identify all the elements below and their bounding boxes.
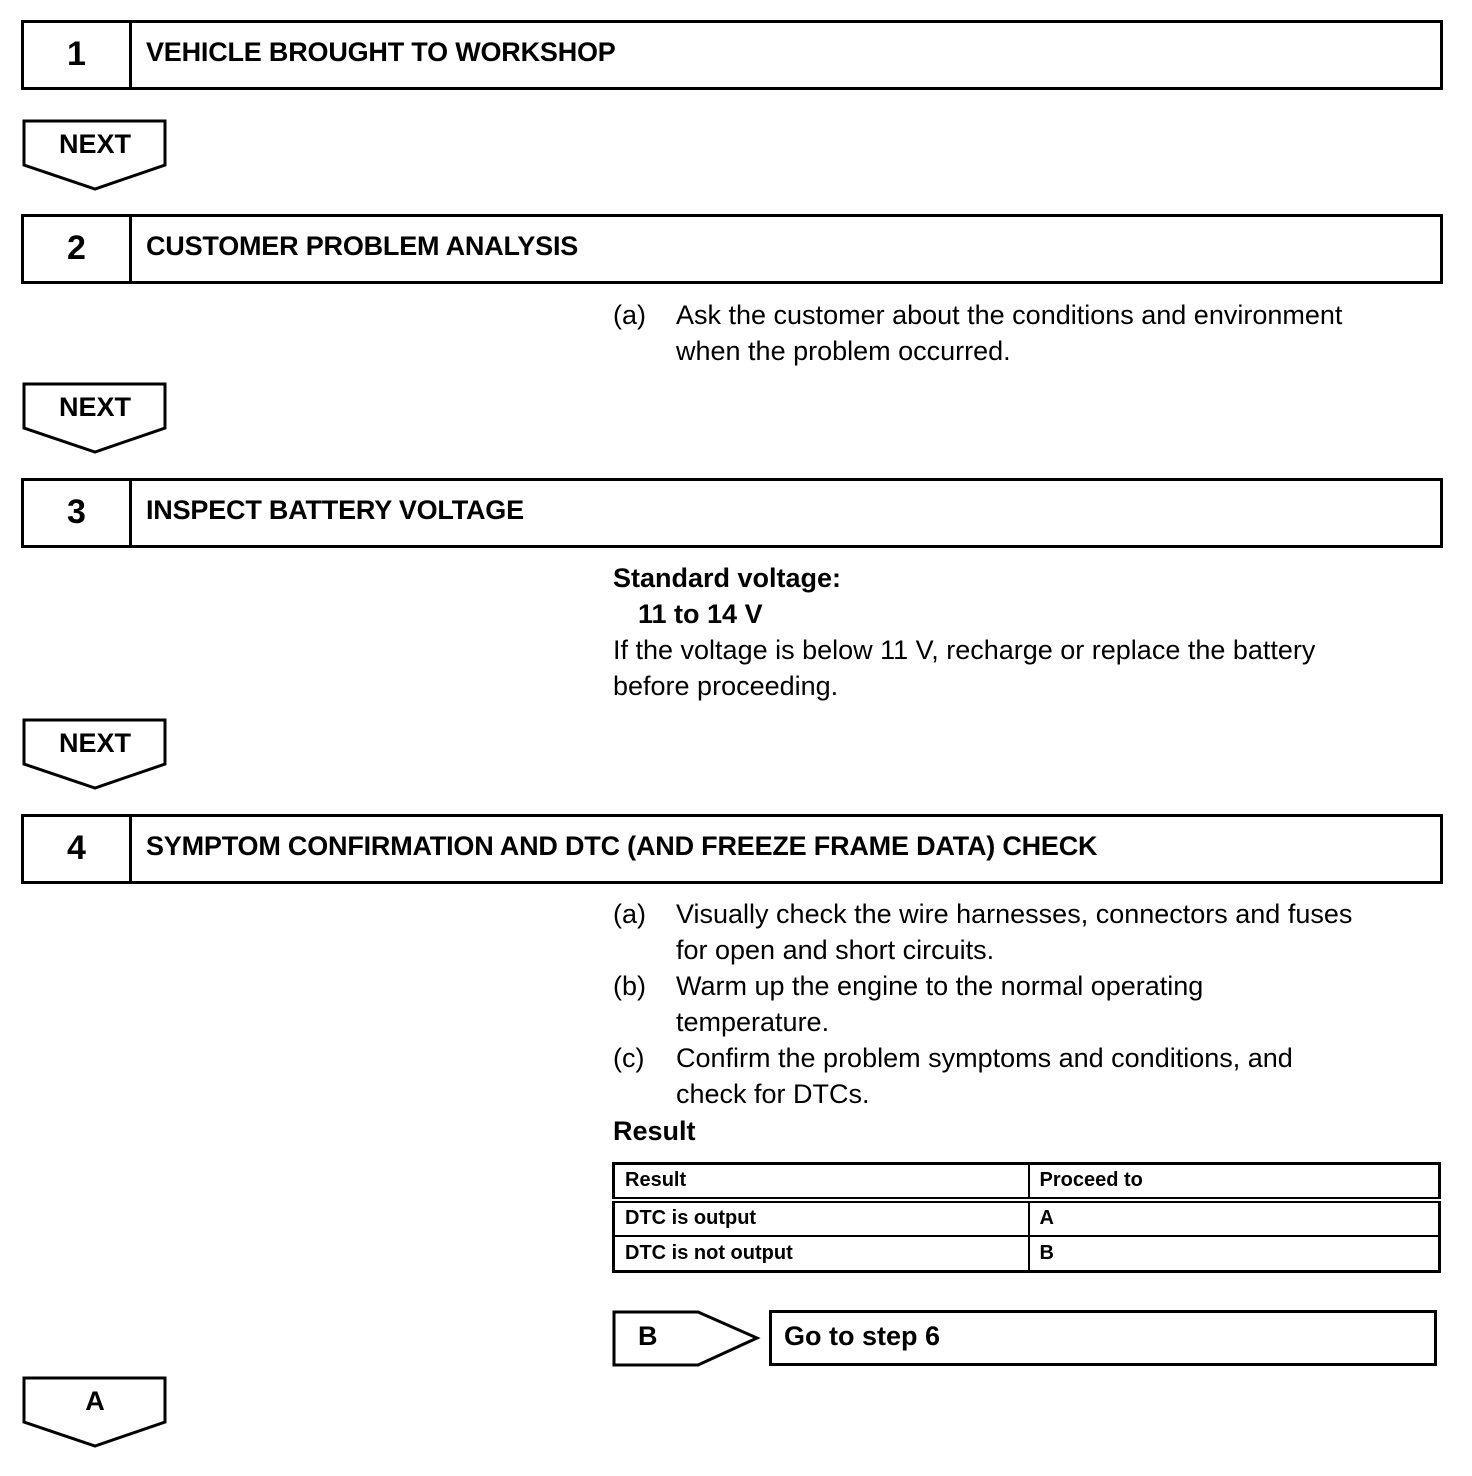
- result-heading: Result: [613, 1116, 696, 1146]
- item-line: Visually check the wire harnesses, connectors and fuses: [676, 899, 1353, 929]
- a-label: A: [85, 1386, 105, 1416]
- table-header-cell: Proceed to: [1029, 1164, 1440, 1200]
- spec-label: Standard voltage:: [613, 563, 842, 593]
- item-marker: (a): [613, 899, 646, 929]
- a-arrow: [22, 1376, 168, 1448]
- item-line: when the problem occurred.: [676, 336, 1011, 366]
- table-row: [614, 1200, 1440, 1236]
- step-number: 2: [24, 217, 132, 281]
- step-2-header: [21, 214, 1443, 284]
- step-title: SYMPTOM CONFIRMATION AND DTC (AND FREEZE FRAME DATA) CHECK: [146, 830, 1098, 861]
- table-header-cell: Result: [614, 1164, 1029, 1200]
- next-arrow-3: [22, 718, 168, 790]
- table-cell: B: [1029, 1236, 1440, 1272]
- item-line: check for DTCs.: [676, 1079, 870, 1109]
- item-line: Ask the customer about the conditions and environment: [676, 300, 1343, 330]
- item-marker: (c): [613, 1043, 645, 1073]
- note-line: If the voltage is below 11 V, recharge or replace the battery: [613, 635, 1316, 665]
- step-3-header: [21, 478, 1443, 548]
- next-arrow-2: [22, 382, 168, 454]
- next-label: NEXT: [58, 728, 131, 758]
- note-line: before proceeding.: [613, 671, 839, 701]
- step-4-header: [21, 814, 1443, 884]
- table-row: [614, 1236, 1440, 1272]
- step-number: 3: [24, 481, 132, 545]
- next-arrow-1: [22, 119, 168, 191]
- next-label: NEXT: [58, 129, 131, 159]
- next-label: NEXT: [58, 392, 131, 422]
- step-title: INSPECT BATTERY VOLTAGE: [146, 494, 524, 525]
- table-cell: A: [1029, 1200, 1440, 1236]
- branch-label: B: [638, 1321, 658, 1351]
- item-line: temperature.: [676, 1007, 830, 1037]
- step-title: VEHICLE BROUGHT TO WORKSHOP: [146, 36, 616, 67]
- item-line: Warm up the engine to the normal operating: [676, 971, 1204, 1001]
- step-title: CUSTOMER PROBLEM ANALYSIS: [146, 230, 579, 261]
- table-header-row: [614, 1164, 1440, 1200]
- item-line: for open and short circuits.: [676, 935, 995, 965]
- item-marker: (a): [613, 300, 646, 330]
- step-number: 1: [24, 23, 132, 87]
- item-line: Confirm the problem symptoms and conditions, and: [676, 1043, 1293, 1073]
- right-pentagon-arrow-icon: [611, 1309, 761, 1369]
- table-cell: DTC is not output: [614, 1236, 1029, 1272]
- step-1-header: [21, 20, 1443, 90]
- table-cell: DTC is output: [614, 1200, 1029, 1236]
- result-table: [612, 1162, 1441, 1273]
- branch-b-arrow: [611, 1309, 761, 1369]
- step-number: 4: [24, 817, 132, 881]
- spec-value: 11 to 14 V: [638, 599, 763, 629]
- item-marker: (b): [613, 971, 646, 1001]
- goto-step-box[interactable]: Go to step 6: [769, 1310, 1437, 1366]
